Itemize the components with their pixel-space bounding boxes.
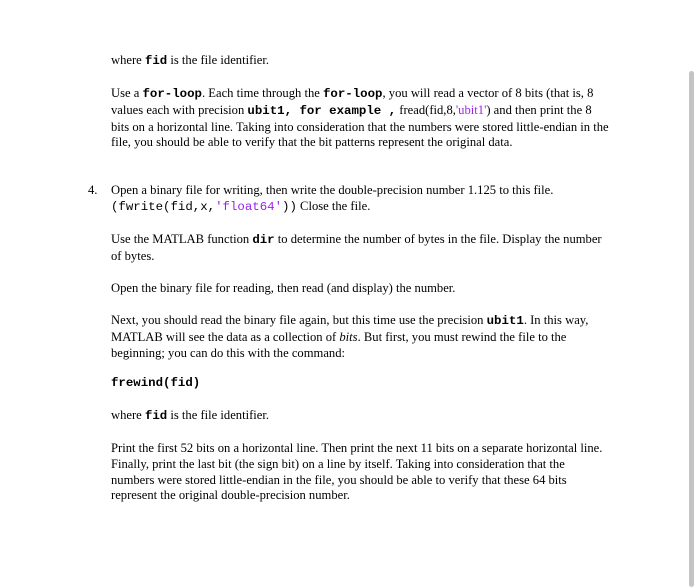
code-ubit1-example: ubit1, for example ,: [247, 103, 397, 118]
paragraph-rewind: [111, 313, 611, 361]
text: Open a binary file for writing, then write the double-precision number 1.125 to this file.: [111, 183, 554, 197]
text: fread(fid,8,: [396, 102, 456, 117]
text: where: [111, 408, 145, 422]
vertical-scrollbar[interactable]: [689, 71, 694, 587]
paragraph-fid-identifier-1: [111, 53, 611, 70]
paragraph-dir: [111, 232, 611, 265]
text: where: [111, 53, 145, 67]
text: is the file identifier.: [167, 53, 270, 67]
code-fwrite: (fwrite(fid,x,: [111, 199, 216, 214]
text: . In this way, MATLAB will see the data as a collection of: [111, 313, 589, 344]
code-for-loop: for-loop: [142, 87, 202, 101]
paragraph-print-bits: Print the first 52 bits on a horizontal line. Then print the next 11 bits on a separate horizontal line. Finally, print the last bit (the sign bit) on a line by itself. Taking into consideration that the numbers were stored little-endian in the file, you should be able to verify that these 64 bits represent the original double-precision number.: [111, 441, 603, 503]
code-string-ubit1: 'ubit1': [455, 102, 487, 117]
text: to determine the number of bytes in the file. Display the number of bytes.: [111, 232, 602, 263]
code-for-loop: for-loop: [323, 87, 383, 101]
text: Next, you should read the binary file again, but this time use the precision: [111, 313, 487, 327]
code-fid: fid: [144, 54, 168, 68]
text: Use a: [111, 86, 143, 100]
list-number: 4.: [88, 183, 98, 197]
text: , you will read a vector of 8 bits (that is, 8 values each with precision: [111, 86, 594, 117]
code-string-float64: 'float64': [215, 199, 283, 214]
text: ) and then print the 8 bits on a horizontal line. Taking into consideration that the numbers were stored little-endian in the file, you should be able to verify that the bit patterns represent the original data.: [111, 102, 609, 150]
code-fid: fid: [144, 409, 168, 423]
text: Use the MATLAB function: [111, 232, 253, 246]
text: . But first, you must rewind the file to the beginning; you can do this with the command:: [111, 329, 567, 360]
text: is the file identifier.: [167, 408, 270, 422]
emphasis-bits: bits: [339, 329, 358, 344]
list-item-4: [111, 183, 611, 216]
paragraph-fid-identifier-2: [111, 408, 611, 425]
code-fwrite-close: )): [282, 199, 297, 214]
paragraph-open-read: Open the binary file for reading, then read (and display) the number.: [111, 281, 456, 295]
command-frewind: frewind(fid): [111, 376, 201, 390]
text: . Each time through the: [201, 86, 323, 100]
code-ubit1: ubit1: [486, 314, 524, 328]
text: Close the file.: [296, 198, 371, 213]
code-dir: dir: [252, 233, 275, 247]
paragraph-for-loop: [111, 86, 611, 151]
